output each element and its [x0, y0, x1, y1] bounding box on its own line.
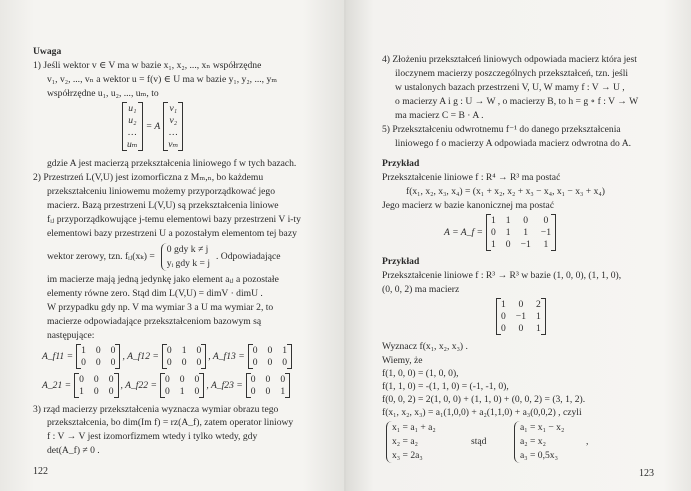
- text-line: iloczynem macierzy poszczególnych przekształceń, tzn. jeśli: [395, 68, 629, 79]
- text-line: 2) Przestrzeń L(V,U) jest izomorficzna z Mₘ,ₙ, bo każdemu: [33, 172, 264, 183]
- text-line: wektor zerowy, tzn. fᵢⱼ(xₖ) =: [47, 251, 155, 262]
- matrix-cell: 0: [95, 357, 101, 368]
- case-line: yᵢ gdy k = j: [166, 258, 210, 269]
- vector-u: [127, 103, 138, 150]
- example-heading: Przykład: [382, 158, 420, 169]
- matrix-bracket: [248, 344, 292, 369]
- matrix-grid: [79, 374, 113, 397]
- matrix-cell: 0: [110, 357, 116, 368]
- matrix-cell: 0: [79, 374, 84, 385]
- matrix-cell: 0: [501, 311, 506, 322]
- matrix-cell: 0: [282, 357, 288, 368]
- text-line: ma macierz C = B · A .: [395, 110, 484, 121]
- matrix-cell: −1: [515, 311, 527, 322]
- matrix-bracket: [496, 298, 546, 335]
- matrix-cell: 0: [523, 215, 529, 226]
- matrix-cell: 1: [280, 386, 286, 397]
- matrix-cell: 1: [490, 215, 496, 226]
- matrix-example2: [496, 298, 546, 335]
- matrix-cell: 0: [181, 357, 187, 368]
- matrix-af22: [121, 373, 205, 398]
- page-number: 123: [639, 468, 654, 479]
- text-line: Wyznacz f(x₁, x₂, x₃) .: [382, 341, 468, 352]
- matrix-cell: 0: [267, 345, 273, 356]
- matrix-cell: 0: [166, 345, 172, 356]
- matrix-cell: 0: [110, 345, 116, 356]
- matrix-a: [444, 214, 556, 251]
- matrix-bracket: [160, 373, 204, 398]
- system-right: [514, 421, 564, 463]
- matrix-cell: 0: [518, 299, 524, 310]
- formula-line: f(x₁, x₂, x₃, x₄) = (x₁ + x₂, x₂ + x₃ − x₄, x₁ − x₃ + x₄): [406, 186, 605, 197]
- matrix-cell: 1: [179, 386, 185, 397]
- matrix-cell: 1: [490, 239, 496, 250]
- matrix-af12: [122, 344, 206, 369]
- text-line: f(x₁, x₂, x₃) = a₁(1,0,0) + a₂(1,1,0) + a₃(0,0,2) , czyli: [382, 407, 582, 418]
- matrix-cell: 0: [490, 227, 496, 238]
- vector-v: [168, 103, 178, 150]
- matrix-cell: 0: [93, 374, 99, 385]
- matrix-cell: 1: [181, 345, 187, 356]
- text-line: przekształceniu liniowemu możemy przyporządkować jego: [47, 186, 276, 197]
- matrix-bracket: [76, 344, 120, 369]
- system-left: [386, 421, 436, 463]
- vector-entry: …: [169, 127, 178, 138]
- text-line: współrzędne u₁, u₂, ..., uₘ, to: [47, 88, 159, 99]
- text-line: W przypadku gdy np. V ma wymiar 3 a U ma wymiar 2, to: [47, 302, 274, 313]
- text-line: . Odpowiadające: [216, 251, 281, 262]
- matrix-grid: [165, 374, 199, 397]
- matrix-cell: 0: [505, 239, 511, 250]
- matrix-cell: 0: [164, 374, 170, 385]
- matrix-cell: 0: [81, 357, 86, 368]
- matrix-cell: 0: [267, 357, 273, 368]
- text-line: 3) rząd macierzy przekształcenia wyznacza wymiar obrazu tego: [33, 404, 279, 415]
- matrix-label: A_f11 =: [42, 351, 74, 362]
- text-line: im macierze mają jedną jedynkę jako element aᵢⱼ a pozostałe: [47, 274, 279, 285]
- text-line: Wiemy, że: [382, 355, 423, 366]
- text-line: 1) Jeśli wektor v ∈ V ma w bazie x₁, x₂, ..., xₙ współrzędne: [33, 60, 262, 71]
- matrix-cell: 0: [252, 357, 258, 368]
- matrix-label: , A_f22 =: [120, 380, 157, 391]
- text-line: macierze odpowiadające przekształceniom bazowym są: [47, 316, 262, 327]
- matrix-bracket: [74, 373, 118, 398]
- text-line: fᵢⱼ przyporządkowujące j-temu elementowi bazy przestrzeni V i-ty: [47, 214, 301, 225]
- matrix-label: , A_f23 =: [206, 380, 243, 391]
- text-line: Przekształcenie liniowe f : R⁴ → R³ ma postać: [382, 172, 561, 183]
- matrix-af23: [206, 373, 290, 398]
- matrix-cell: 0: [501, 323, 506, 334]
- matrix-cell: 0: [252, 345, 258, 356]
- text-line: det(A_f) ≠ 0 .: [47, 445, 100, 456]
- text-line: 4) Złożeniu przekształceń liniowych odpowiada macierz która jest: [382, 54, 637, 65]
- text-line: w ustalonych bazach przestrzeni V, U, W mamy f : V → U ,: [395, 82, 625, 93]
- matrix-cell: 1: [501, 299, 506, 310]
- heading-uwaga: Uwaga: [33, 46, 62, 57]
- matrix-cell: 1: [81, 345, 86, 356]
- matrix-cell: 1: [543, 239, 549, 250]
- matrix-cell: 1: [79, 386, 84, 397]
- vector-entry: …: [128, 127, 137, 138]
- matrix-grid: [251, 374, 285, 397]
- matrix-cell: 1: [505, 227, 511, 238]
- text-line: przekształcenia, bo dim(Im f) = rz(A_f), zatem operator liniowy: [47, 417, 294, 428]
- matrix-bracket: [246, 373, 290, 398]
- text-line: f : V → V jest izomorfizmem wtedy i tylko wtedy, gdy: [47, 431, 258, 442]
- basis-matrices-row-1: [42, 344, 292, 369]
- matrix-label: A = A_f =: [444, 227, 483, 238]
- equation: a₃ = 0,5x₃: [520, 450, 558, 461]
- text-line: f(1, 1, 0) = -(1, 1, 0) = (-1, -1, 0),: [382, 381, 509, 392]
- right-page: [346, 0, 691, 491]
- matrix-cell: 0: [280, 374, 286, 385]
- matrix-bracket: [486, 214, 556, 251]
- matrix-cell: 0: [265, 374, 271, 385]
- matrix-grid: [167, 345, 201, 368]
- cases-definition: [161, 243, 210, 271]
- matrix-cell: 0: [93, 386, 99, 397]
- matrix-cell: 1: [505, 215, 511, 226]
- matrix-cell: 0: [543, 215, 549, 226]
- matrix-grid: [253, 345, 287, 368]
- matrix-cell: 0: [179, 374, 185, 385]
- matrix-cell: 0: [95, 345, 101, 356]
- matrix-cell: 2: [536, 299, 541, 310]
- text-line: f(1, 0, 0) = (1, 0, 0),: [382, 368, 459, 379]
- left-page: [0, 0, 344, 491]
- matrix-cell: 0: [108, 386, 114, 397]
- trailing-comma: ,: [586, 436, 589, 447]
- matrix-cell: 0: [265, 386, 271, 397]
- text-line: (0, 0, 2) ma macierz: [382, 284, 460, 295]
- text-line: macierz. Bazą przestrzeni L(V,U) są przekształcenia liniowe: [47, 200, 279, 211]
- vector-entry: v₂: [169, 115, 178, 126]
- matrix-cell: 0: [250, 374, 256, 385]
- equals-a: = A: [145, 121, 161, 132]
- text-line: f(0, 0, 2) = 2(1, 0, 0) + (1, 1, 0) + (0, 0, 2) = (3, 1, 2).: [382, 394, 586, 405]
- matrix-cell: 1: [523, 227, 529, 238]
- vector-entry: vₘ: [168, 139, 179, 150]
- matrix-label: A_21 =: [42, 380, 72, 391]
- matrix-grid: [501, 299, 541, 334]
- matrix-af13: [208, 344, 292, 369]
- text-line: Jego macierz w bazie kanonicznej ma postać: [382, 200, 555, 211]
- equation: x₂ = a₂: [392, 436, 418, 447]
- case-line: 0 gdy k ≠ j: [166, 244, 209, 255]
- text-line: v₁, v₂, ..., vₙ a wektor u = f(v) ∈ U ma w bazie y₁, y₂, ..., yₘ: [47, 74, 278, 85]
- matrix-cell: 0: [196, 357, 202, 368]
- matrix-cell: 0: [250, 386, 256, 397]
- matrix-cell: −1: [540, 227, 552, 238]
- matrix-cell: 0: [108, 374, 114, 385]
- matrix-cell: −1: [520, 239, 531, 250]
- text-line: 5) Przekształceniu odwrotnemu f⁻¹ do danego przekształcenia: [382, 124, 621, 135]
- text-line: Przekształcenie liniowe f : R³ → R³ w bazie (1, 0, 0), (1, 1, 0),: [382, 270, 622, 281]
- text-line: o macierzy A i g : U → W , o macierzy B, to h = g ∘ f : V → W: [395, 96, 639, 107]
- coordinate-equation: [122, 102, 183, 151]
- equation: x₁ = a₁ + a₂: [392, 422, 436, 433]
- text-line: liniowego f o macierzy A odpowiada macierz odwrotna do A.: [395, 138, 632, 149]
- equation: a₂ = x₂: [520, 436, 546, 447]
- matrix-cell: 0: [518, 323, 524, 334]
- text-line: gdzie A jest macierzą przekształcenia liniowego f w tych bazach.: [47, 158, 297, 169]
- vector-entry: uₘ: [127, 139, 138, 150]
- vector-entry: u₂: [128, 115, 137, 126]
- matrix-cell: 0: [194, 374, 200, 385]
- equation: a₁ = x₁ − x₂: [520, 422, 565, 433]
- text-line: elementy równe zero. Stąd dim L(V,U) = dimV · dimU .: [47, 288, 263, 299]
- matrix-cell: 1: [282, 345, 288, 356]
- vector-entry: v₁: [169, 103, 178, 114]
- matrix-label: , A_f12 =: [122, 351, 159, 362]
- matrix-cell: 0: [194, 386, 200, 397]
- cases-line: [47, 243, 280, 271]
- matrix-cell: 0: [196, 345, 202, 356]
- matrix-bracket: [162, 344, 206, 369]
- matrix-cell: 0: [166, 357, 172, 368]
- page-number: 122: [33, 466, 48, 477]
- matrix-af11: [42, 344, 120, 369]
- matrix-grid: [81, 345, 115, 368]
- matrix-label: , A_f13 =: [208, 351, 245, 362]
- stad-label: stąd: [471, 436, 487, 447]
- text-line: elementowi bazy przestrzeni U a pozostałym elementom tej bazy: [47, 228, 297, 239]
- matrix-cell: 1: [536, 323, 541, 334]
- matrix-af21: [42, 373, 119, 398]
- matrix-grid: [491, 215, 551, 250]
- text-line: następujące:: [47, 330, 95, 341]
- matrix-cell: 0: [164, 386, 170, 397]
- matrix-cell: 1: [536, 311, 541, 322]
- equation: x₃ = 2a₃: [392, 450, 423, 461]
- basis-matrices-row-2: [42, 373, 290, 398]
- example-heading: Przykład: [382, 256, 420, 267]
- vector-entry: u₁: [128, 103, 137, 114]
